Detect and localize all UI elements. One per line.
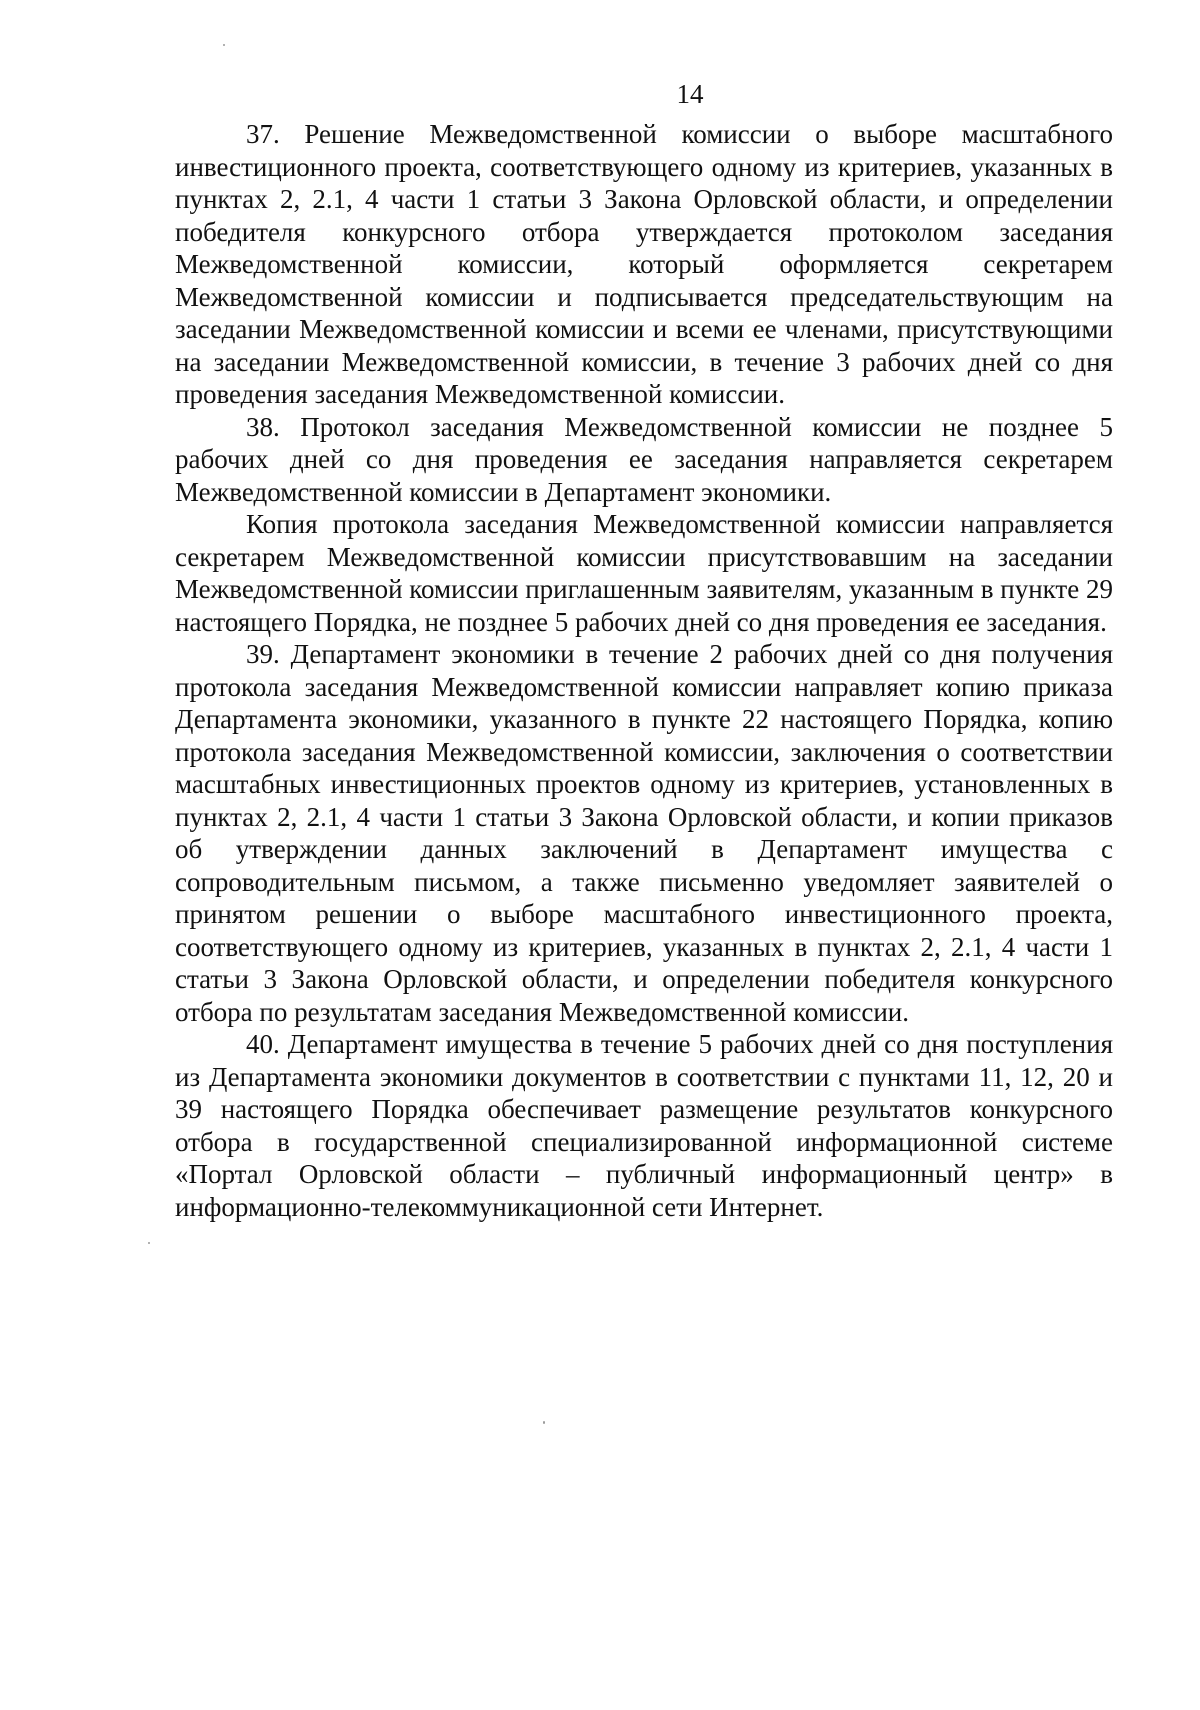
page-number: 14: [676, 79, 704, 109]
paragraph-39: 39. Департамент экономики в течение 2 рабочих дней со дня получения протокола заседания Межведомственной комиссии направляет копию приказа Департамента экономики, указанного в пункте 22 настоящего Порядка, копию протокола заседания Межведомственной комиссии, заключения о соответствии масштабных инвестиционных проектов одному из критериев, установленных в пунктах 2, 2.1, 4 части 1 статьи 3 Закона Орловской области, и копии приказов об утверждении данных заключений в Департамент имущества с сопроводительным письмом, а также письменно уведомляет заявителей о принятом решении о выборе масштабного инвестиционного проекта, соответствующего одному из критериев, указанных в пунктах 2, 2.1, 4 части 1 статьи 3 Закона Орловской области, и определении победителя конкурсного отбора по результатам заседания Межведомственной комиссии.: [175, 639, 1113, 1027]
paragraph-38-copy: Копия протокола заседания Межведомственной комиссии направляется секретарем Межведомственной комиссии присутствовавшим на заседании Межведомственной комиссии приглашенным заявителям, указанным в пункте 29 настоящего Порядка, не позднее 5 рабочих дней со дня проведения ее заседания.: [175, 509, 1113, 637]
paragraph-38: 38. Протокол заседания Межведомственной комиссии не позднее 5 рабочих дней со дня проведения ее заседания направляется секретарем Межведомственной комиссии в Департамент экономики.: [175, 411, 1113, 507]
paragraph-40: 40. Департамент имущества в течение 5 рабочих дней со дня поступления из Департамента экономики документов в соответствии с пунктами 11, 12, 20 и 39 настоящего Порядка обеспечивает размещение результатов конкурсного отбора в государственной специализированной информационной системе «Портал Орловской области – публичный информационный центр» в информационно-телекоммуникационной сети Интернет.: [175, 1029, 1113, 1222]
document-body: [175, 118, 1113, 1223]
paragraph-37: 37. Решение Межведомственной комиссии о выборе масштабного инвестиционного проекта, соответствующего одному из критериев, указанных в пунктах 2, 2.1, 4 части 1 статьи 3 Закона Орловской области, и определении победителя конкурсного отбора утверждается протоколом заседания Межведомственной комиссии, который оформляется секретарем Межведомственной комиссии и подписывается председательствующим на заседании Межведомственной комиссии и всеми ее членами, присутствующими на заседании Межведомственной комиссии, в течение 3 рабочих дней со дня проведения заседания Межведомственной комиссии.: [175, 119, 1113, 409]
scan-speck: [148, 1242, 150, 1244]
scan-speck: [223, 44, 225, 46]
scan-speck: [543, 1421, 545, 1424]
